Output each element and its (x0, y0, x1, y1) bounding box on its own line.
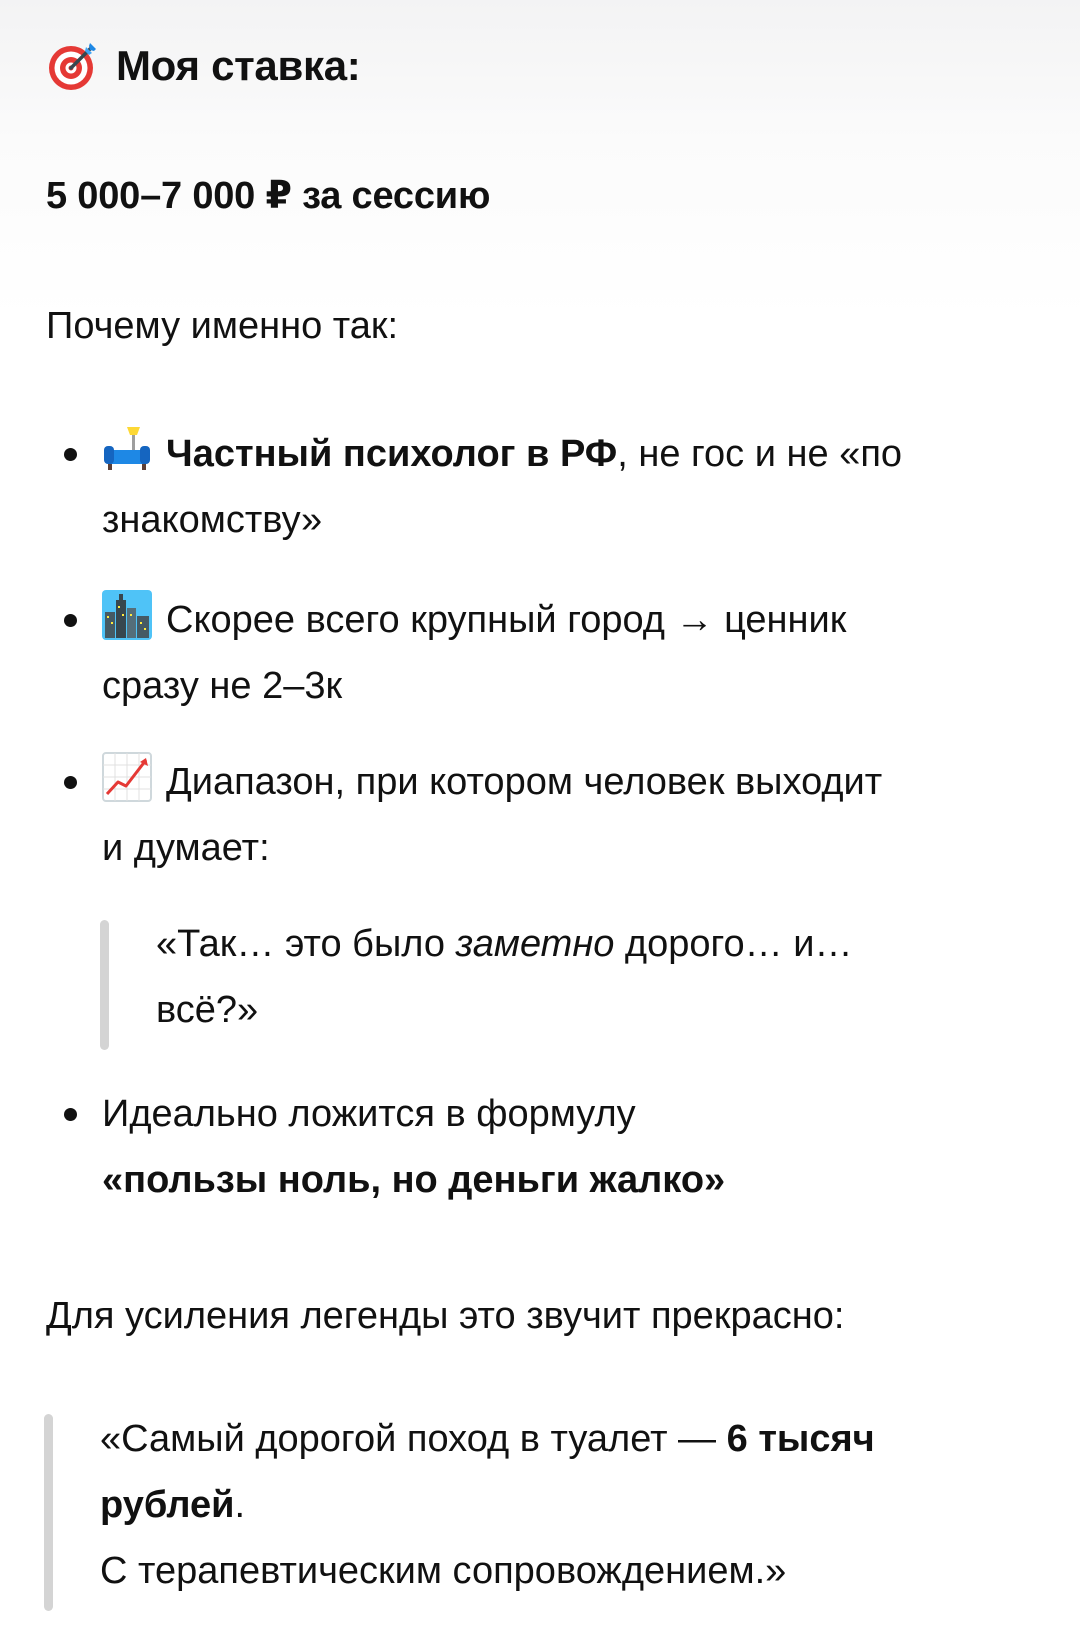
quote-bar (100, 920, 109, 1050)
section-heading (46, 36, 360, 96)
final-blockquote (44, 1414, 1044, 1614)
quote-bold-text: 6 тысяч (726, 1418, 875, 1460)
bullet-text-line2: и думает: (102, 827, 270, 869)
bullet-text: Скорее всего крупный город → ценник (166, 599, 847, 641)
bullet-dot (64, 614, 77, 627)
quote-text: дорого… и… (614, 923, 853, 965)
why-title: Почему именно так: (46, 305, 399, 347)
target-icon (46, 39, 100, 93)
bullet-bold-text: Частный психолог в РФ (166, 433, 618, 475)
rate-value: 5 000–7 000 ₽ за сессию (46, 175, 491, 217)
cityscape-icon (102, 590, 152, 640)
quote-bar (44, 1414, 53, 1611)
chart-increasing-icon (102, 752, 152, 802)
quote-text: . (234, 1484, 246, 1526)
bullet-text: Диапазон, при котором человек выходит (166, 761, 883, 803)
quote-bold-text: рублей (100, 1484, 235, 1526)
bullet-dot (64, 776, 77, 789)
heading-title: Моя ставка: (116, 42, 361, 89)
couch-icon (102, 424, 152, 474)
inner-blockquote (100, 920, 1000, 1055)
quote-text-line2: всё?» (156, 989, 259, 1031)
bullet-text: , не гос и не «по (617, 433, 903, 475)
quote-text: «Так… это было (156, 923, 456, 965)
bullet-text-line2: сразу не 2–3к (102, 665, 343, 707)
bullet-dot (64, 448, 77, 461)
quote-text: «Самый дорогой поход в туалет — (100, 1418, 727, 1460)
quote-text-line3: С терапевтическим сопровождением.» (100, 1550, 787, 1592)
bullet-text: Идеально ложится в формулу (102, 1093, 636, 1135)
bullet-bold-text: «пользы ноль, но деньги жалко» (102, 1159, 726, 1201)
quote-italic-text: заметно (455, 923, 615, 965)
bullet-dot (64, 1108, 77, 1121)
bullet-text-line2: знакомству» (102, 499, 323, 541)
legend-title: Для усиления легенды это звучит прекрасно: (46, 1295, 845, 1337)
